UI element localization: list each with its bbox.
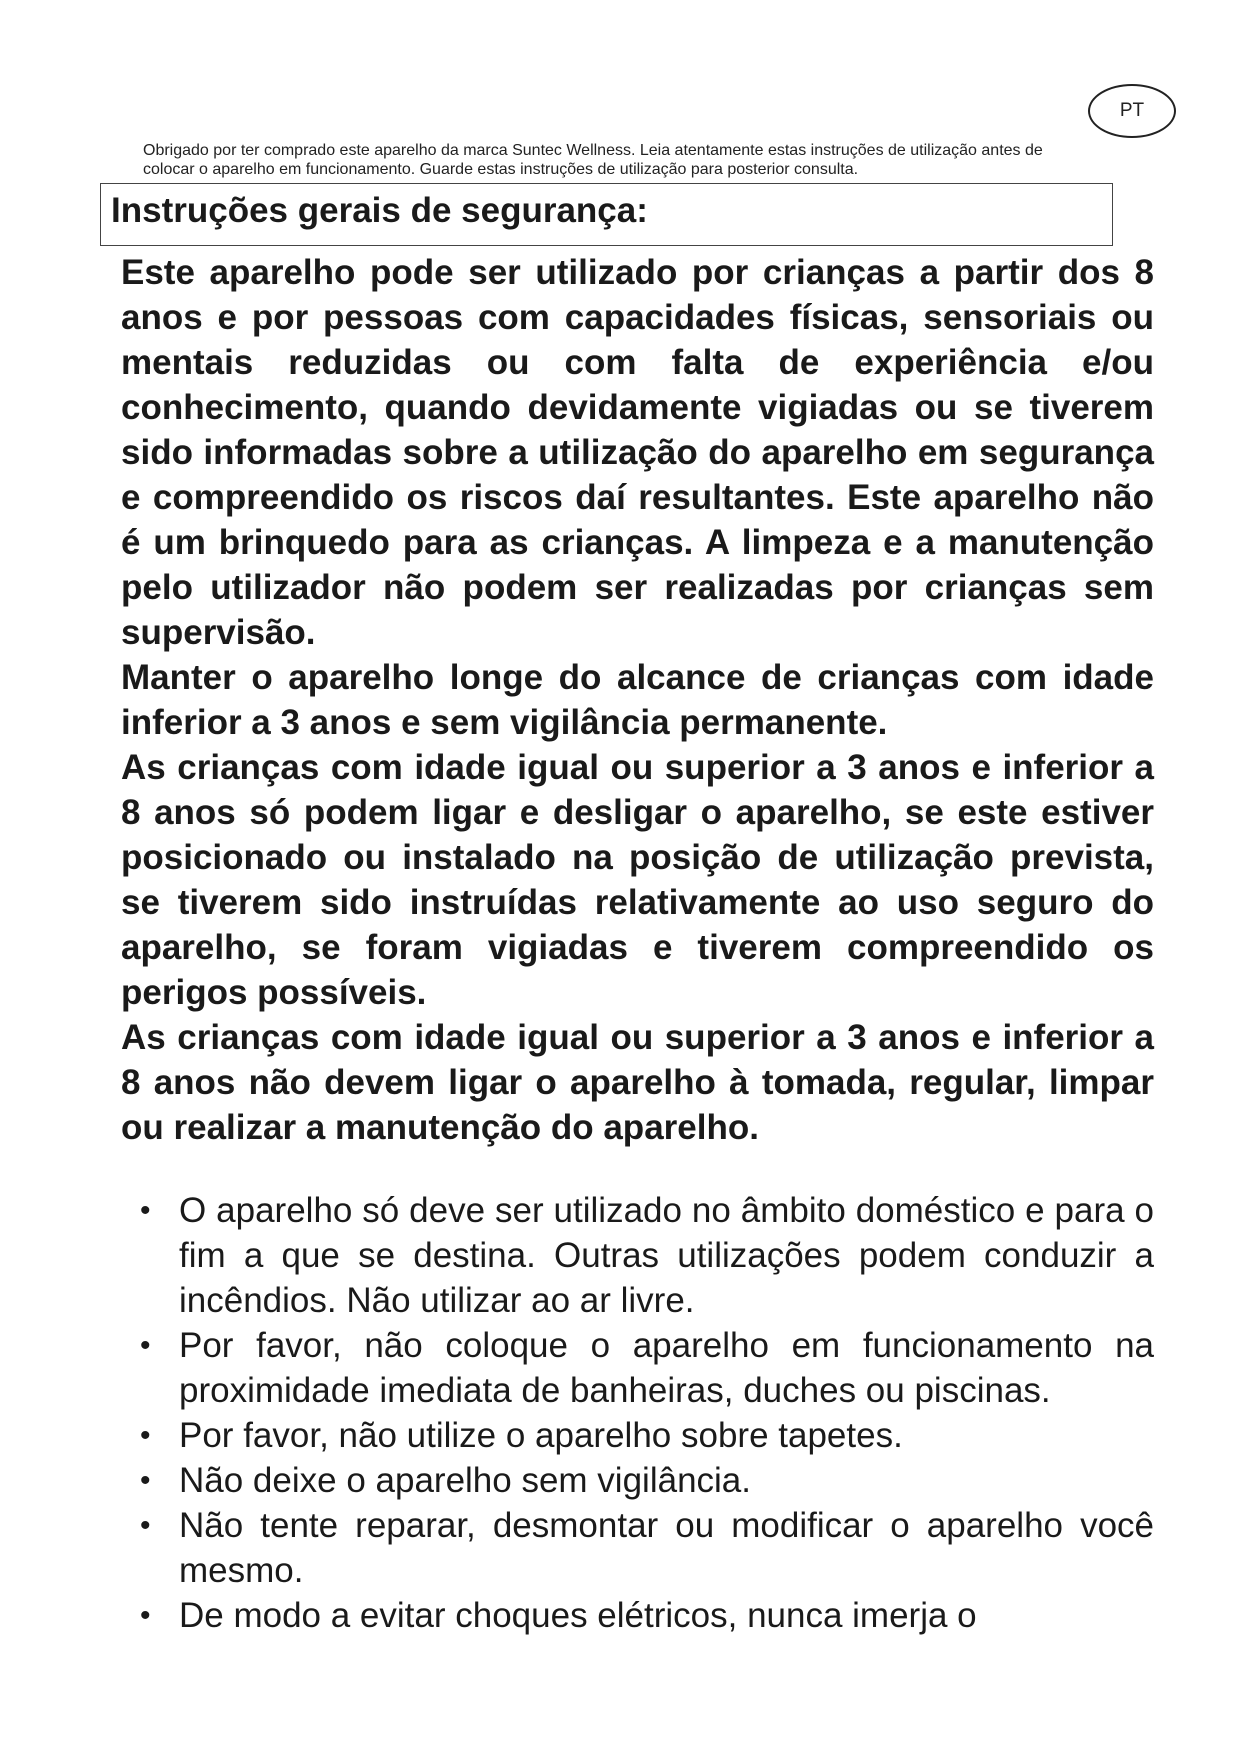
section-header-box: [100, 183, 1113, 246]
paragraph-children-use: Este aparelho pode ser utilizado por crianças a partir dos 8 anos e por pessoas com capacidades físicas, sensoriais ou mentais reduzidas ou com falta de experiência e/ou conhecimento, quando devidamente vigiadas ou se tiverem sido informadas sobre a utilização do aparelho em segurança e compreendido os riscos daí resultantes. Este aparelho não é um brinquedo para as crianças. A limpeza e a manutenção pelo utilizador não podem ser realizadas por crianças sem supervisão.: [121, 253, 1154, 652]
list-item: [140, 1413, 1154, 1458]
bullet-icon: •: [140, 1194, 151, 1227]
list-item-text: Não tente reparar, desmontar ou modificar o aparelho você mesmo.: [179, 1506, 1154, 1590]
safety-bullet-list: [140, 1188, 1154, 1638]
bullet-icon: •: [140, 1419, 151, 1452]
paragraph-3-to-8-switching: As crianças com idade igual ou superior a 3 anos e inferior a 8 anos só podem ligar e desligar o aparelho, se este estiver posicionado ou instalado na posição de utilização prevista, se tiverem sido instruídas relativamente ao uso seguro do aparelho, se foram vigiadas e tiverem compreendido os perigos possíveis.: [121, 748, 1154, 1012]
paragraph-under-3: Manter o aparelho longe do alcance de crianças com idade inferior a 3 anos e sem vigilância permanente.: [121, 658, 1154, 742]
list-item: [140, 1503, 1154, 1593]
bullet-icon: •: [140, 1464, 151, 1497]
intro-text: [143, 141, 1143, 179]
section-title: Instruções gerais de segurança:: [111, 190, 648, 230]
safety-paragraphs: [121, 250, 1154, 1150]
list-item-text: Por favor, não coloque o aparelho em funcionamento na proximidade imediata de banheiras, duches ou piscinas.: [179, 1326, 1154, 1410]
list-item: [140, 1458, 1154, 1503]
list-item: [140, 1593, 1154, 1638]
list-item-text: Por favor, não utilize o aparelho sobre tapetes.: [179, 1416, 903, 1455]
list-item: [140, 1323, 1154, 1413]
intro-line-1: Obrigado por ter comprado este aparelho da marca Suntec Wellness. Leia atentamente estas instruções de utilização antes de: [143, 142, 1043, 159]
language-badge: PT: [1088, 84, 1176, 138]
paragraph-3-to-8-restrictions: As crianças com idade igual ou superior a 3 anos e inferior a 8 anos não devem ligar o aparelho à tomada, regular, limpar ou realizar a manutenção do aparelho.: [121, 1018, 1154, 1147]
bullet-icon: •: [140, 1599, 151, 1632]
intro-line-2: colocar o aparelho em funcionamento. Guarde estas instruções de utilização para posterior consulta.: [143, 161, 859, 178]
list-item-text: Não deixe o aparelho sem vigilância.: [179, 1461, 751, 1500]
list-item-text: De modo a evitar choques elétricos, nunca imerja o: [179, 1596, 977, 1635]
list-item-text: O aparelho só deve ser utilizado no âmbito doméstico e para o fim a que se destina. Outras utilizações podem conduzir a incêndios. Não utilizar ao ar livre.: [179, 1191, 1154, 1320]
list-item: [140, 1188, 1154, 1323]
bullet-icon: •: [140, 1329, 151, 1362]
bullet-icon: •: [140, 1509, 151, 1542]
